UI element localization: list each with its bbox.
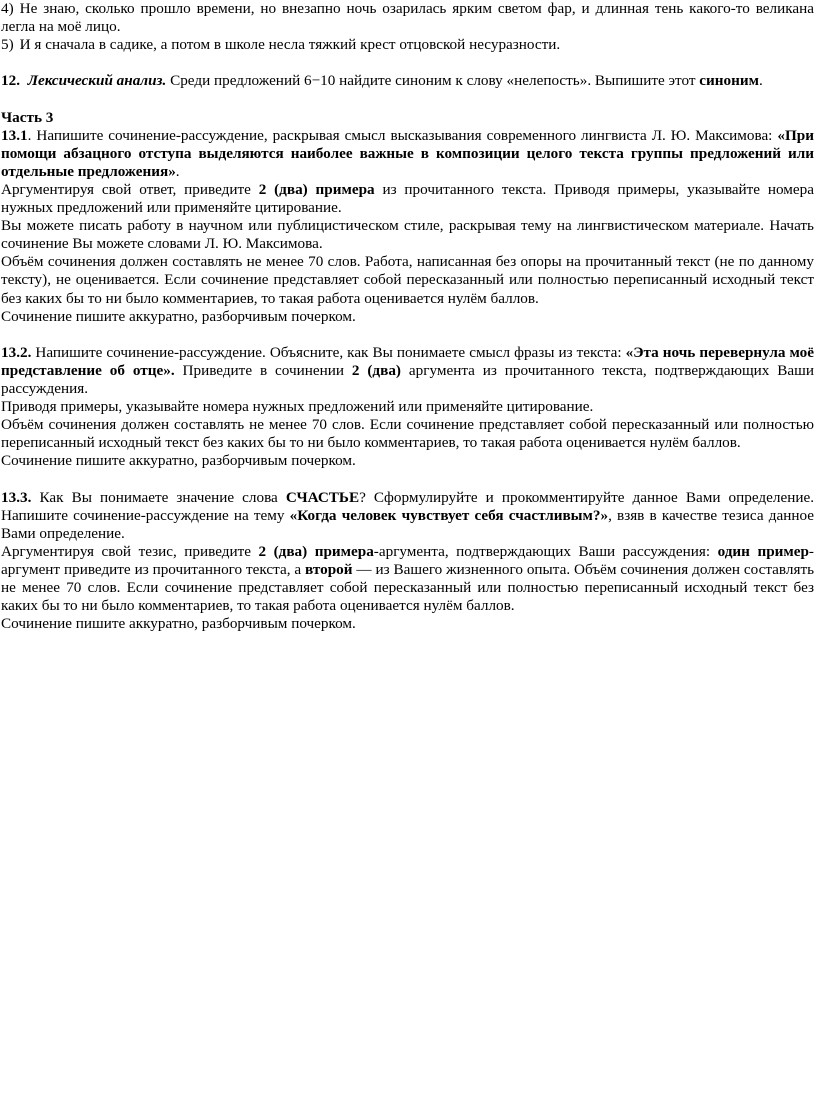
spacer <box>1 54 814 72</box>
list-item-number: 4) <box>1 0 14 17</box>
task-13-3-theme: «Когда человек чувствует себя счастливым?» <box>289 506 609 524</box>
task-13-2-number: 13.2. <box>1 343 32 361</box>
task-13-1-quote-end: . <box>175 162 180 180</box>
bold-run: 2 (два) <box>351 361 401 379</box>
task-13-2-paragraph-2: Приводя примеры, указывайте номера нужных предложений или применяйте цитирование. <box>1 398 594 416</box>
list-item-5 <box>1 36 814 54</box>
task-13-2-paragraph-3: Объём сочинения должен составлять не менее 70 слов. Если сочинение представляет собой пересказанный или полностью переписанный исходный текст без каких бы то ни было комментариев, то такая работа оценивается нулём баллов. <box>1 416 814 452</box>
text-run: Приведите в сочинении <box>174 361 352 379</box>
task-13-1-intro: . Напишите сочинение-рассуждение, раскрывая смысл высказывания современного лингвиста Л. Ю. Максимова: <box>27 126 778 144</box>
part-3-heading-text: Часть 3 <box>1 108 54 126</box>
text-run: -аргумент приведите из прочитанного текста, а <box>1 542 814 578</box>
task-12-end: . <box>758 72 763 90</box>
task-12-text: Среди предложений 6−10 найдите синоним к слову «нелепость». Выпишите этот <box>166 72 700 90</box>
text-run: ? Сформулируйте и прокомментируйте данное Вами определение. Напишите сочинение-рассуждение на тему <box>1 488 814 524</box>
text-run: аргумента из прочитанного текста, подтверждающих Ваши рассуждения. <box>1 361 814 397</box>
task-13-2-quote: «Эта ночь перевернула моё представление об отце». <box>1 343 815 379</box>
bold-run: 2 (два) примера <box>258 542 374 560</box>
bold-run: один пример <box>717 542 809 560</box>
task-13-3-paragraph-3: Сочинение пишите аккуратно, разборчивым почерком. <box>1 615 356 633</box>
text-run: , взяв в качестве тезиса данное Вами определение. <box>1 506 815 542</box>
list-item-text: Не знаю, сколько прошло времени, но внезапно ночь озарилась ярким светом фар, и длинная тень какого-то великана легла на моё лицо. <box>1 0 814 36</box>
task-13-1-paragraph-4: Объём сочинения должен составлять не менее 70 слов. Работа, написанная без опоры на прочитанный текст (не по данному тексту), не оценивается. Если сочинение представляет собой пересказанный или полностью переписанный исходный текст без каких бы то ни было комментариев, то такая работа оценивается нулём баллов. <box>1 253 814 307</box>
task-13-1-paragraph-5: Сочинение пишите аккуратно, разборчивым почерком. <box>1 307 356 325</box>
text-run: — из Вашего жизненного опыта. Объём сочинения должен составлять не менее 70 слов. Если сочинение представляет собой пересказанный или полностью переписанный исходный текст без каких бы то ни было комментариев, то такая работа оценивается нулём баллов. <box>1 560 815 615</box>
task-13-2-paragraph-4: Сочинение пишите аккуратно, разборчивым почерком. <box>1 452 356 470</box>
list-item-text: И я сначала в садике, а потом в школе несла тяжкий крест отцовской несуразности. <box>19 36 561 54</box>
text-run: Аргументируя свой ответ, приведите <box>1 180 259 198</box>
text-run: -аргумента, подтверждающих Ваши рассуждения: <box>373 542 718 560</box>
task-13-1-quote: «При помощи абзацного отступа выделяются наиболее важные в композиции целого текста группы предложений или отдельные предложения» <box>1 126 814 180</box>
task-12 <box>1 72 814 90</box>
task-13-3-paragraph-2 <box>1 543 814 615</box>
list-item-number: 5) <box>1 36 14 54</box>
bold-run: второй <box>305 560 353 578</box>
task-12-bold-word: синоним <box>699 72 759 90</box>
part-3-heading <box>1 109 814 127</box>
task-13-1-paragraph-3: Вы можете писать работу в научном или публицистическом стиле, раскрывая тему на лингвистическом материале. Начать сочинение Вы можете словами Л. Ю. Максимова. <box>1 217 814 253</box>
task-13-1-paragraph-2 <box>1 181 814 217</box>
spacer <box>1 90 814 108</box>
text-run: из прочитанного текста. Приводя примеры, указывайте номера нужных предложений или применяйте цитирование. <box>1 180 814 217</box>
task-13-3 <box>1 489 814 543</box>
task-13-1 <box>1 127 814 181</box>
spacer <box>1 470 814 488</box>
task-12-title: Лексический анализ. <box>27 72 167 90</box>
task-13-3-number: 13.3. <box>1 488 32 506</box>
task-13-1-number: 13.1 <box>1 126 28 144</box>
spacer <box>1 326 814 344</box>
text-run: Как Вы понимаете значение слова <box>31 488 286 506</box>
bold-run: 2 (два) примера <box>258 180 375 198</box>
task-12-number: 12. <box>1 72 20 90</box>
task-13-2-intro: Напишите сочинение-рассуждение. Объясните, как Вы понимаете смысл фразы из текста: <box>31 343 626 361</box>
task-13-2 <box>1 344 814 398</box>
list-item-4 <box>1 0 814 36</box>
task-13-3-word: СЧАСТЬЕ <box>285 488 360 506</box>
text-run: Аргументируя свой тезис, приведите <box>1 542 259 560</box>
